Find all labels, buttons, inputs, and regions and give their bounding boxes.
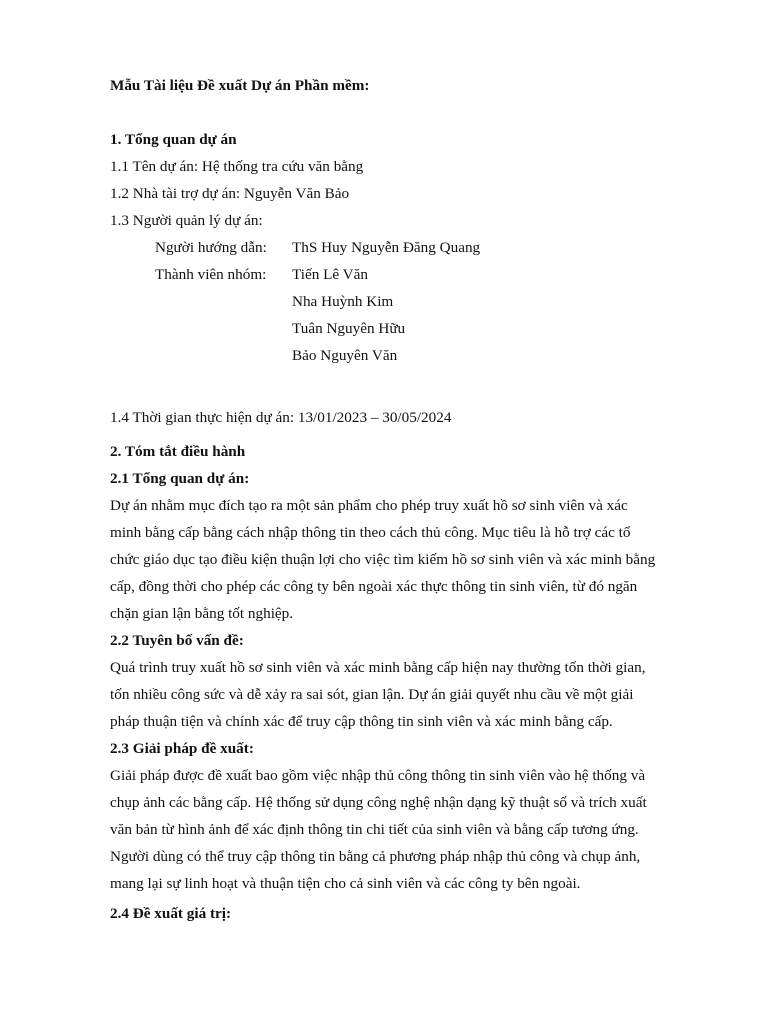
problem-heading: 2.2 Tuyên bố vấn đề: [110, 632, 244, 649]
document-title: Mẫu Tài liệu Đề xuất Dự án Phần mềm: [110, 77, 370, 94]
project-manager-heading: 1.3 Người quản lý dự án: [110, 212, 263, 229]
advisor-name: ThS Huy Nguyễn Đăng Quang [292, 239, 481, 256]
advisor-label: Người hướng dẫn: [155, 239, 267, 256]
overview-heading: 2.1 Tổng quan dự án: [110, 470, 250, 487]
paragraph-line: Giải pháp được đề xuất bao gồm việc nhập thủ công thông tin sinh viên vào hệ thống và [110, 767, 646, 784]
member-name: Nha Huỳnh Kim [292, 293, 394, 310]
project-name-line: 1.1 Tên dự án: Hệ thống tra cứu văn bằng [110, 158, 364, 175]
section-1-heading: 1. Tổng quan dự án [110, 131, 237, 148]
section-2-heading: 2. Tóm tắt điều hành [110, 443, 246, 460]
paragraph-line: pháp thuận tiện và chính xác để truy cập thông tin sinh viên và xác minh bằng cấp. [110, 713, 613, 730]
value-heading: 2.4 Đề xuất giá trị: [110, 905, 232, 922]
paragraph-line: Người dùng có thể truy cập thông tin bằng cả phương pháp nhập thủ công và chụp ảnh, [110, 848, 641, 865]
solution-heading: 2.3 Giải pháp đề xuất: [110, 740, 254, 757]
member-name: Tuân Nguyên Hữu [292, 320, 406, 337]
paragraph-line: minh bằng cấp bằng cách nhập thông tin theo cách thủ công. Mục tiêu là hỗ trợ các tổ [110, 524, 631, 541]
paragraph-line: chặn gian lận bằng tốt nghiệp. [110, 605, 294, 622]
project-duration-line: 1.4 Thời gian thực hiện dự án: 13/01/2023 – 30/05/2024 [110, 409, 452, 426]
project-sponsor-line: 1.2 Nhà tài trợ dự án: Nguyễn Văn Bảo [110, 185, 350, 202]
paragraph-line: mang lại sự linh hoạt và thuận tiện cho cả sinh viên và các công ty bên ngoài. [110, 875, 581, 892]
paragraph-line: chụp ảnh các bằng cấp. Hệ thống sử dụng công nghệ nhận dạng kỹ thuật số và trích xuất [110, 794, 647, 811]
paragraph-line: cấp, đồng thời cho phép các công ty bên ngoài xác thực thông tin sinh viên, từ đó ngăn [110, 578, 638, 595]
paragraph-line: văn bản từ hình ảnh để xác định thông tin chi tiết của sinh viên và bằng cấp tương ứng. [110, 821, 639, 838]
paragraph-line: Quá trình truy xuất hồ sơ sinh viên và xác minh bằng cấp hiện nay thường tốn thời gian, [110, 659, 646, 676]
members-label: Thành viên nhóm: [155, 266, 267, 283]
paragraph-line: Dự án nhằm mục đích tạo ra một sản phẩm cho phép truy xuất hồ sơ sinh viên và xác [110, 497, 628, 514]
member-name: Tiến Lê Văn [292, 266, 368, 283]
paragraph-line: chức giáo dục tạo điều kiện thuận lợi cho việc tìm kiếm hồ sơ sinh viên và xác minh bằng [110, 551, 656, 568]
member-name: Bảo Nguyên Văn [292, 347, 398, 364]
paragraph-line: tốn nhiều công sức và dễ xảy ra sai sót, gian lận. Dự án giải quyết nhu cầu về một giải [110, 686, 634, 703]
